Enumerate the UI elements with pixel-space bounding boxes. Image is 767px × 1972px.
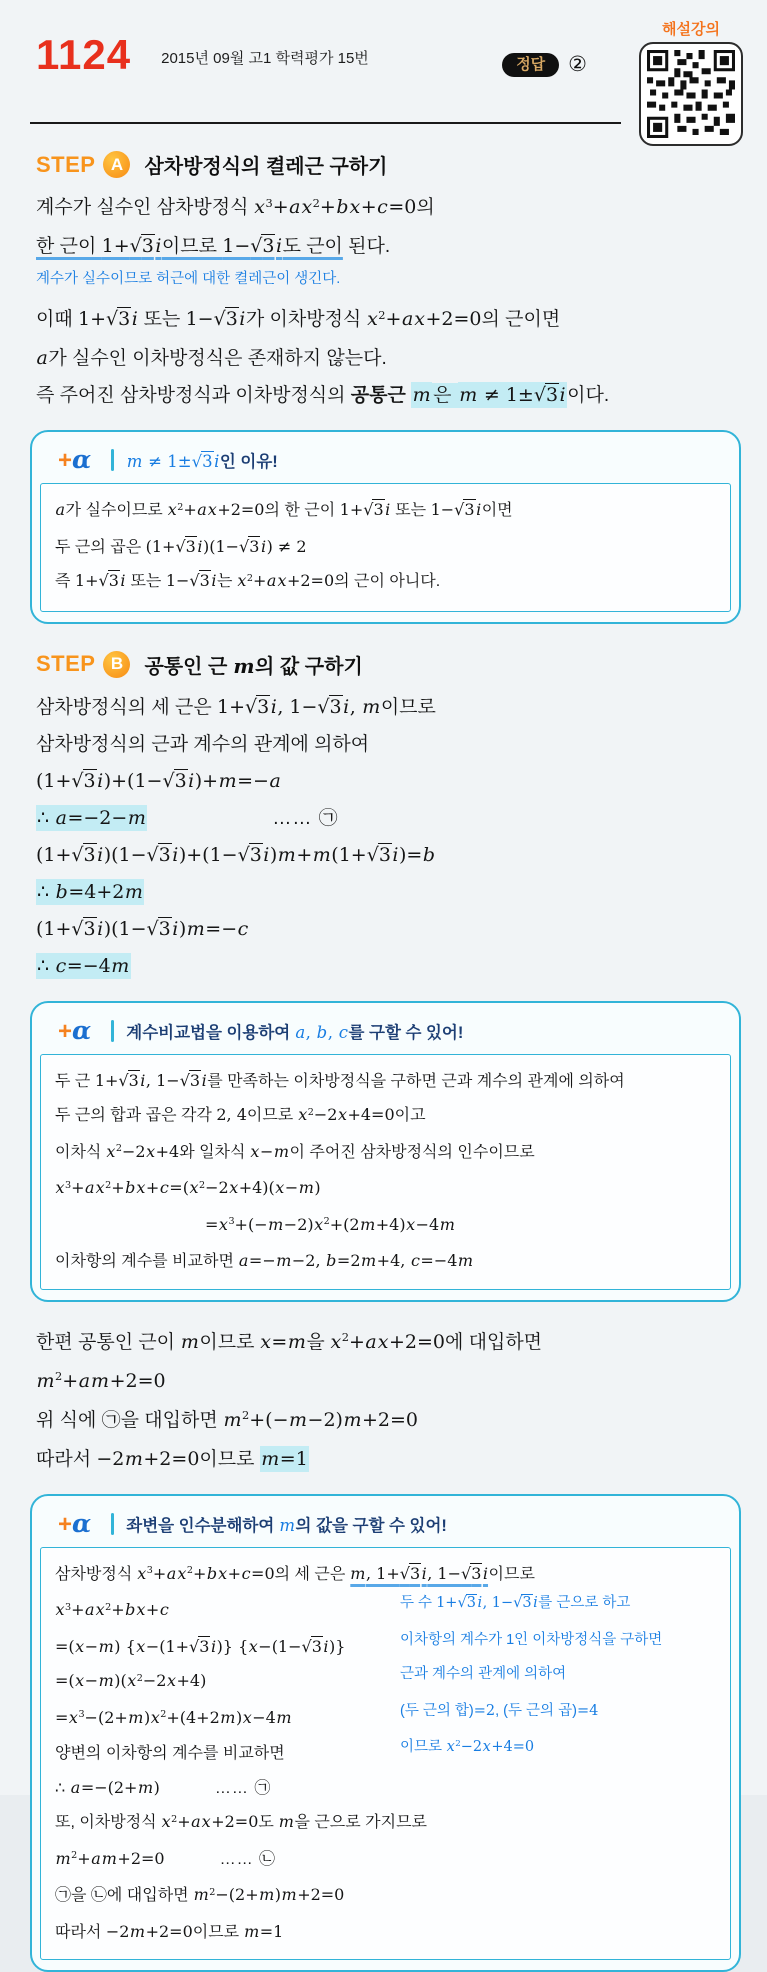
math-expression: $x^2-2x+4$ (106, 1142, 179, 1161)
text-run: 이므로 (381, 697, 436, 718)
text-run: …… ㉡ (220, 1851, 276, 1868)
math-expression: $x^2+ax+2=0$ (167, 500, 264, 519)
math-expression: (1+√3i)(1−√3i)+(1−√3i)m+m(1+√3i)=b (36, 844, 436, 866)
math-expression: a (55, 500, 66, 519)
text-run: 의 (416, 197, 434, 218)
text-line (144, 656, 362, 678)
tip-divider (111, 1513, 114, 1535)
text-run: 도 근이 (283, 236, 343, 257)
text-line (36, 837, 737, 874)
math-expression: ∴ a=−2−m (36, 805, 147, 831)
math-expression: (1+√3i)(1−√3i)m=−c (36, 918, 249, 940)
math-expression: $x^2+ax+2=0$ (161, 1812, 258, 1831)
text-line (55, 1135, 716, 1172)
math-expression: m=1 (260, 1446, 309, 1472)
text-line (36, 1441, 737, 1478)
math-expression: m ≠ 1±√3i (458, 382, 567, 408)
text-run: 한편 공통인 근이 (36, 1332, 180, 1353)
text-run: 계수비교법을 이용하여 (126, 1024, 295, 1042)
math-expression: $x^2-2x+4=0$ (298, 1105, 395, 1124)
text-run: 따라서 (55, 1924, 106, 1941)
math-expression: m, 1+√3i, 1−√3i (350, 1564, 489, 1583)
answer-section (502, 52, 587, 77)
text-run: 가 이차방정식 (246, 309, 367, 330)
text-run: 근과 계수의 관계에 의하여 (400, 1666, 566, 1682)
step-b-section (0, 650, 767, 985)
math-expression: 1+√3i (78, 308, 138, 330)
text-line (36, 261, 737, 298)
text-run: ㉠을 ㉡에 대입하면 (55, 1887, 193, 1904)
step-word: STEP (36, 152, 95, 178)
step-a-heading (36, 150, 731, 179)
tip-box-2-header (40, 1009, 731, 1054)
math-expression: $x^3+ax^2+bx+c=0$ (254, 196, 417, 218)
math-expression: 1+√3i, 1−√3i, m (217, 696, 381, 718)
math-expression: $=(x-m)(x^2-2x+4)$ (55, 1671, 206, 1690)
math-expression: 1−√3i (166, 571, 217, 590)
header (0, 0, 767, 118)
text-run: 삼차방정식의 세 근은 (36, 697, 217, 718)
annotation-note (400, 1664, 705, 1684)
annotation-note (400, 1701, 705, 1721)
text-run: 도 (258, 1814, 278, 1831)
math-expression: 1+√3 i, 1−√3 i (436, 1595, 538, 1611)
text-run: 이므로 (162, 236, 222, 257)
text-run: …… ㉠ (272, 808, 338, 829)
math-expression: ∴ b=4+2m (36, 879, 144, 905)
math-expression: $=x^3+(-m-2)x^2+(2m+4)x-4m$ (205, 1215, 455, 1234)
math-expression: 1+√3i (75, 571, 126, 590)
text-line (36, 726, 737, 763)
text-run: 또는 (138, 309, 185, 330)
step-b-heading (36, 650, 731, 679)
math-expression: −2m+2=0 (106, 1922, 193, 1941)
text-run: 을 근으로 가지므로 (294, 1814, 427, 1831)
qr-section (631, 18, 751, 151)
text-run: 의 한 근이 (264, 502, 339, 519)
text-run: 에 대입하면 (445, 1332, 542, 1353)
text-run: 위 식에 ㉠을 대입하면 (36, 1410, 223, 1431)
annotation-note (400, 1737, 705, 1759)
text-run: 이고 (395, 1107, 426, 1124)
math-expression: =(x−m) {x−(1+√3i)} {x−(1−√3i)} (55, 1637, 345, 1656)
math-expression: m=1 (244, 1922, 284, 1941)
math-expression: ∴ c=−4m (36, 953, 131, 979)
plus-alpha-icon (58, 445, 91, 475)
text-run: 된다. (343, 236, 390, 257)
text-run: 즉 (55, 573, 75, 590)
math-expression: ∴ a=−(2+m) (55, 1778, 160, 1797)
text-run: 이때 (36, 309, 78, 330)
math-expression: $m^2+(-m-2)m+2=0$ (223, 1409, 418, 1431)
math-expression: 1−√3i (431, 500, 482, 519)
text-line (55, 1630, 716, 1665)
plus-glyph: + (58, 1018, 72, 1046)
text-line (55, 530, 716, 565)
text-run: 의 값 구하기 (255, 656, 363, 678)
math-expression: x=m (260, 1331, 307, 1353)
step-a-body (36, 189, 737, 414)
text-run: 이므로 (199, 1332, 259, 1353)
math-expression: 1+√3i (102, 235, 162, 257)
text-line (36, 377, 737, 414)
text-run: 이므로 (400, 1739, 446, 1755)
text-line (126, 453, 278, 471)
text-run: 삼차방정식의 켤레근 구하기 (144, 156, 387, 178)
tip-box-1-title (126, 448, 278, 472)
text-run: 의 값을 구할 수 있어! (296, 1517, 447, 1535)
text-line (36, 1402, 737, 1441)
text-line (55, 1771, 716, 1806)
math-expression: $x^3+ax^2+bx+c=(x^2-2x+4)(x-m)$ (55, 1178, 321, 1197)
plus-alpha-icon (58, 1016, 91, 1046)
answer-badge: 정답 (502, 53, 559, 77)
text-line (55, 1805, 716, 1842)
text-run: 삼차방정식의 근과 계수의 관계에 의하여 (36, 734, 369, 755)
text-run: 은 (432, 383, 458, 408)
text-line (36, 189, 737, 228)
text-run: 의 세 근은 (275, 1566, 350, 1583)
text-run: 의 근이면 (482, 309, 561, 330)
alpha-glyph: α (72, 1016, 91, 1045)
text-run: 을 (306, 1332, 330, 1353)
text-line (36, 301, 737, 340)
text-run: 이 주어진 삼차방정식의 인수이므로 (290, 1144, 535, 1161)
tip-divider (111, 1020, 114, 1042)
math-expression: $m^2+am+2=0$ (55, 1849, 165, 1868)
text-run: 이므로 (247, 1107, 298, 1124)
tip-box-3-header (40, 1502, 731, 1547)
math-expression: $x^2+ax+2=0$ (367, 308, 482, 330)
annotation-note (400, 1593, 705, 1613)
tip-box-2-body (40, 1054, 731, 1290)
text-run: 두 수 (400, 1595, 436, 1611)
text-line (36, 800, 737, 837)
text-line (55, 564, 716, 601)
text-line (55, 1878, 716, 1915)
math-expression: $x^3+ax^2+bx+c=0$ (137, 1564, 275, 1583)
math-expression: $x^3+ax^2+bx+c$ (55, 1600, 169, 1619)
text-line (36, 340, 737, 377)
alpha-glyph: α (72, 445, 91, 474)
tip-box-1-body (40, 483, 731, 612)
plus-alpha-icon (58, 1509, 91, 1539)
math-expression: m (411, 382, 432, 408)
qr-code (639, 42, 743, 146)
text-run: 즉 주어진 삼차방정식과 이차방정식의 (36, 385, 351, 406)
text-line (55, 1064, 716, 1099)
text-run: 삼차방정식 (55, 1566, 137, 1583)
tip-box-2-title (126, 1019, 463, 1043)
text-run: 를 구할 수 있어! (348, 1024, 463, 1042)
text-run: 를 근으로 하고 (538, 1595, 630, 1611)
math-expression: m (279, 1516, 296, 1535)
math-expression: $x^2+ax+2=0$ (237, 571, 334, 590)
text-run: 이차식 (55, 1144, 106, 1161)
text-run: 좌변을 인수분해하여 (126, 1517, 279, 1535)
math-expression: (1+√3i)+(1−√3i)+m=−a (36, 770, 281, 792)
math-expression: m (278, 1812, 294, 1831)
text-line (55, 1244, 716, 1279)
text-run: 두 근 (55, 1073, 95, 1090)
text-run: 인 이유! (220, 453, 278, 471)
tip-divider (111, 449, 114, 471)
annotation-note (400, 1630, 705, 1650)
text-run: , (두 근의 곱) (495, 1703, 577, 1719)
problem-source: 2015년 09월 고1 학력평가 15번 (161, 50, 369, 67)
math-expression: a, b, c (295, 1023, 349, 1042)
step-a-section (0, 150, 767, 414)
text-line (126, 1024, 463, 1042)
text-run: 공통근 (351, 385, 411, 406)
step-a-badge: A (103, 151, 130, 178)
text-line (55, 1557, 716, 1594)
math-expression: $m^2-(2+m)m+2=0$ (193, 1885, 344, 1904)
text-run: 또는 (391, 502, 431, 519)
text-run: 가 실수이므로 (66, 502, 168, 519)
text-run: (두 근의 합) (400, 1703, 474, 1719)
text-line (55, 1701, 716, 1738)
math-expression: (1+√3i)(1−√3i) ≠ 2 (146, 537, 307, 556)
math-expression: $x^2+ax+2=0$ (330, 1331, 445, 1353)
text-run: 이므로 (193, 1924, 244, 1941)
text-run: 또는 (126, 573, 166, 590)
text-line (36, 1324, 737, 1363)
text-run: 는 (217, 573, 237, 590)
text-line (55, 493, 716, 530)
math-expression: x−m (250, 1142, 290, 1161)
text-run: 한 근이 (36, 236, 102, 257)
text-run: 따라서 (36, 1449, 96, 1470)
qr-code-icon (647, 50, 735, 138)
text-run: 두 근의 곱은 (55, 539, 146, 556)
step-a-title (144, 150, 387, 179)
conclusion-paragraph (36, 1324, 737, 1478)
math-expression: m ≠ 1±√3i (126, 452, 220, 471)
text-run: 이므로 (199, 1449, 259, 1470)
tip-box-3 (30, 1494, 741, 1972)
math-expression: 1−√3i (186, 308, 246, 330)
text-run: 양변의 이차항의 계수를 비교하면 (55, 1745, 285, 1762)
text-line (36, 763, 737, 800)
text-line (36, 1363, 737, 1402)
text-run: 이다. (567, 385, 609, 406)
text-line (55, 1171, 716, 1208)
math-expression: m (233, 654, 255, 678)
tip-box-3-body (40, 1547, 731, 1961)
tip-box-2 (30, 1001, 741, 1302)
text-line (55, 1664, 716, 1701)
text-run: 또, 이차방정식 (55, 1814, 161, 1831)
tip-box-1 (30, 430, 741, 624)
math-expression: m (180, 1331, 199, 1353)
alpha-glyph: α (72, 1509, 91, 1538)
text-run: 를 만족하는 이차방정식을 구하면 근과 계수의 관계에 의하여 (207, 1073, 625, 1090)
text-line (36, 948, 737, 985)
problem-number: 1124 (36, 31, 131, 78)
math-expression: a=−m−2, b=2m+4, c=−4m (238, 1251, 473, 1270)
math-expression: 1+√3i, 1−√3i (95, 1071, 207, 1090)
math-expression: 2, 4 (216, 1105, 247, 1124)
text-line (55, 1208, 716, 1245)
step-word: STEP (36, 651, 95, 677)
math-expression: =4 (577, 1703, 598, 1719)
step-b-badge: B (103, 651, 130, 678)
text-run: 공통인 근 (144, 656, 232, 678)
tip-box-3-title (126, 1512, 447, 1536)
math-expression: 1−√3i (222, 235, 282, 257)
math-expression: $m^2+am+2=0$ (36, 1370, 166, 1392)
text-run: 계수가 실수인 삼차방정식 (36, 197, 254, 218)
math-expression: −2m+2=0 (96, 1448, 199, 1470)
text-run: 이면 (482, 502, 513, 519)
text-run: 이차항의 계수를 비교하면 (55, 1253, 238, 1270)
text-line (55, 1737, 716, 1771)
text-line (55, 1098, 716, 1135)
math-expression: $=x^3-(2+m)x^2+(4+2m)x-4m$ (55, 1708, 292, 1727)
text-line (55, 1842, 716, 1879)
text-line (36, 874, 737, 911)
text-run: 이므로 (489, 1566, 535, 1583)
plus-glyph: + (58, 447, 72, 475)
text-line (36, 689, 737, 726)
text-line (55, 1915, 716, 1950)
math-expression: 1+√3i (340, 500, 391, 519)
step-b-body (36, 689, 737, 985)
text-run: 와 일차식 (179, 1144, 250, 1161)
step-b-title (144, 650, 362, 679)
math-expression: $x^2-2x+4=0$ (446, 1739, 534, 1755)
text-line (36, 228, 737, 265)
text-line (55, 1593, 716, 1630)
qr-label: 해설강의 (631, 18, 751, 39)
answer-value: ② (568, 52, 587, 77)
text-run: 가 실수인 이차방정식은 존재하지 않는다. (48, 348, 386, 369)
tip-box-1-header (40, 438, 731, 483)
text-run: 계수가 실수이므로 허근에 대한 켤레근이 생긴다. (36, 271, 340, 287)
text-run: 두 근의 합과 곱은 각각 (55, 1107, 216, 1124)
text-run: …… ㉠ (215, 1780, 271, 1797)
math-expression: =2 (474, 1703, 495, 1719)
math-expression: a (36, 347, 48, 369)
text-run: 의 근이 아니다. (334, 573, 440, 590)
header-rule (30, 122, 621, 124)
text-run: 이차항의 계수가 1인 이차방정식을 구하면 (400, 1632, 662, 1648)
text-line (126, 1517, 447, 1535)
text-line (36, 911, 737, 948)
text-line (144, 156, 387, 178)
plus-glyph: + (58, 1511, 72, 1539)
